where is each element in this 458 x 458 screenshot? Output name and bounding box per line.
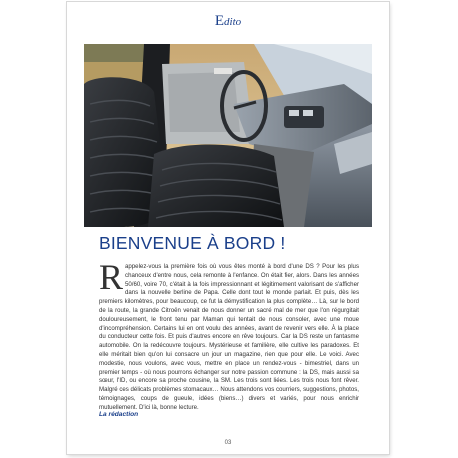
article-title: BIENVENUE À BORD ! [99,233,286,253]
car-interior-photo [84,44,372,227]
article-signature: La rédaction [99,411,139,418]
section-header [67,13,389,30]
page-number: 03 [224,440,232,446]
section-header-initial: E [214,13,225,29]
article-body [99,257,359,413]
section-header-rest: dito [224,16,242,28]
magazine-page [67,2,389,454]
article-body-text: appelez-vous la première fois où vous êtes monté à bord d'une DS ? Pour les plus chanceux d'entre nous, cela remonte à l'enfance. On était fier, alors. Dans les années 50/60, voire 70, c'était à la fois impressionnant et légitimement valorisant de s'afficher dans la nouvelle berline de Papa. Celle dont tout le monde parlait. Et puis, dès les premiers kilomètres, pour beaucoup, ce fut la démystification la plus complète… Là, sur le bord de la route, la grande Citroën venait de nous donner un sacré mal de mer que l'on régurgitait douloureusement, le front tenu par Maman qui tentait de nous consoler, avec une moue d'incompréhension. Certains lui en ont voulu des années, avant de revenir vers elle. À la place du conducteur cette fois. Et puis d'autres encore en rêve toujours. Car la DS reste un fantasme automobile. On la redécouvre toujours. Mystérieuse et familière, elle cultive les paradoxes. Et elle méritait bien qu'on lui consacre un jour un magazine, rien que pour elle. Le voici. Avec modestie, nous voulons, avec vous, mettre en place un rendez-vous - bimestriel, dans un premier temps - où nous pourrons échanger sur notre passion commune : la DS, mais aussi sa sœur, l'ID, ou encore sa proche cousine, la SM. Les trois sont liées. Les trois nous font rêver. Malgré ces délicats problèmes stomacaux… Nous attendons vos courriers, suggestions, photos, témoignages, coups de gueule, idées (biens…) divers et variés, pour nous enrichir mutuellement. D'ici là, bonne lecture. [99,263,359,411]
drop-cap: R [99,257,124,297]
